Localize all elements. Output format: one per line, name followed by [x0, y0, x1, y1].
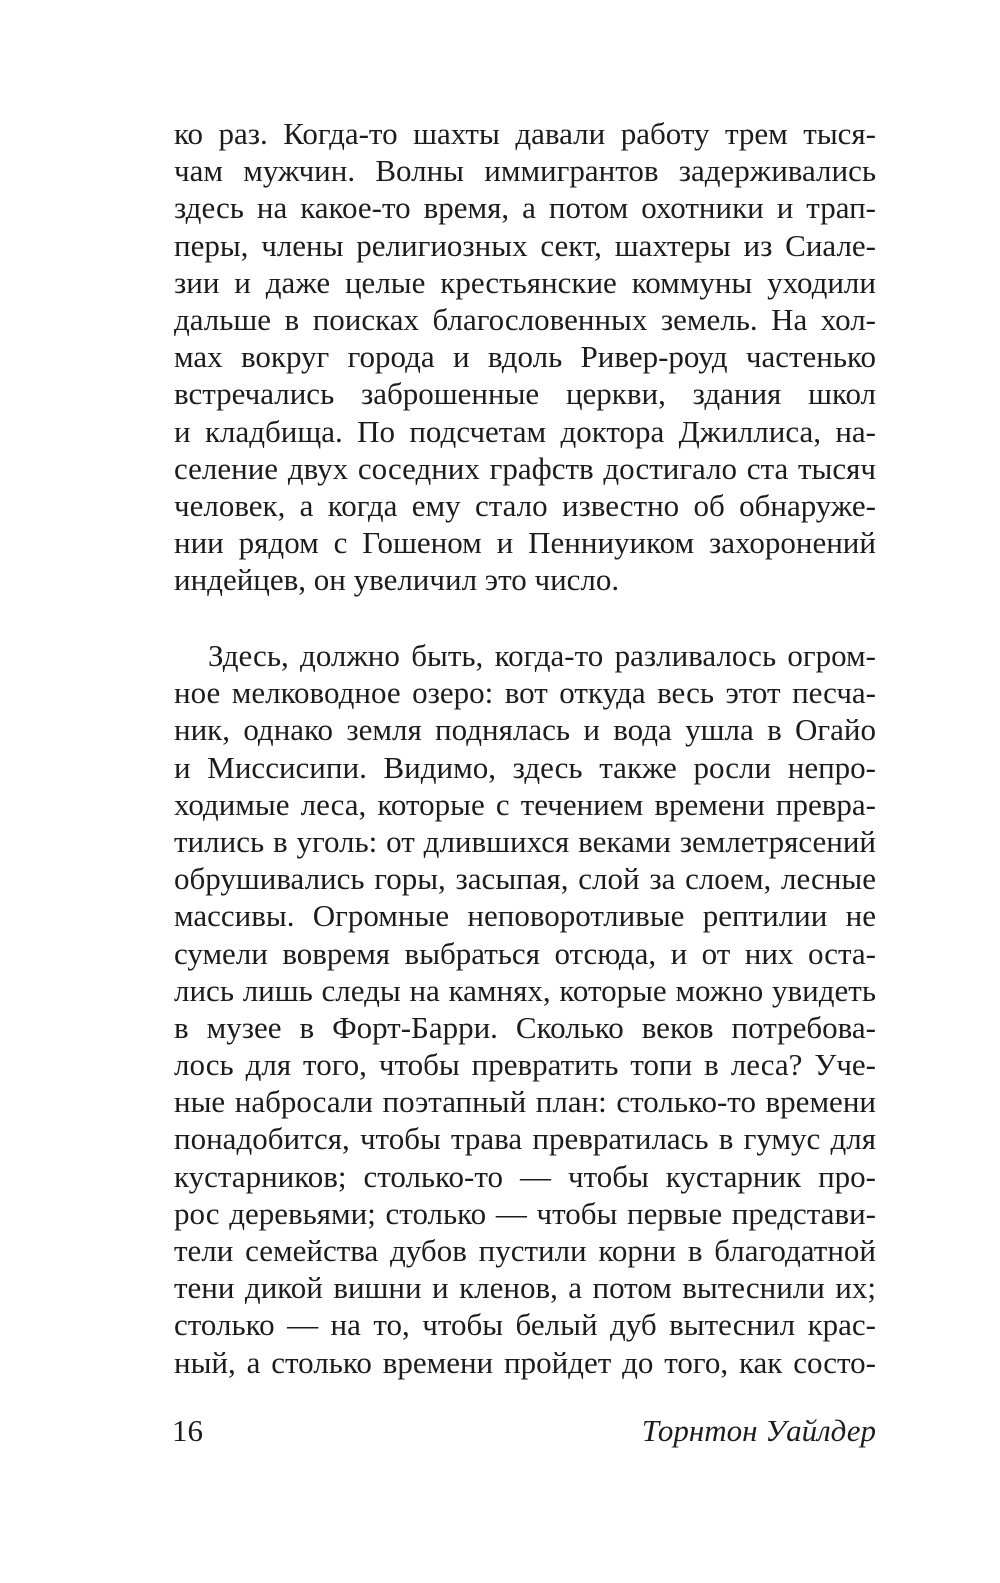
text-line: здесь на какое-то время, а потом охотники и трап-	[174, 190, 876, 226]
running-footer-author: Торнтон Уайлдер	[641, 1413, 876, 1448]
paragraph-2	[174, 637, 876, 1381]
text-line: лось для того, чтобы превратить топи в леса? Уче-	[174, 1047, 876, 1083]
text-line: рос деревьями; столько — чтобы первые представи-	[174, 1195, 876, 1231]
text-line: встречались заброшенные церкви, здания школ	[174, 376, 876, 412]
text-line: и Миссисипи. Видимо, здесь также росли непро-	[174, 749, 876, 785]
text-line: перы, члены религиозных сект, шахтеры из Сиале-	[174, 227, 876, 263]
text-line: мах вокруг города и вдоль Ривер-роуд частенько	[174, 339, 876, 375]
text-line: ходимые леса, которые с течением времени превра-	[174, 786, 876, 822]
text-line: в музее в Форт-Барри. Сколько веков потребова-	[174, 1009, 876, 1045]
paragraph-1	[174, 115, 876, 598]
text-line: сумели вовремя выбраться отсюда, и от них оста-	[174, 935, 876, 971]
text-line: ко раз. Когда-то шахты давали работу трем тыся-	[174, 116, 876, 151]
page-number: 16	[172, 1413, 203, 1448]
text-line: дальше в поисках благословенных земель. На хол-	[174, 301, 876, 337]
text-line: ные набросали поэтапный план: столько-то времени	[174, 1084, 876, 1120]
text-line: человек, а когда ему стало известно об обнаруже-	[174, 487, 876, 523]
text-line: столько — на то, чтобы белый дуб вытеснил крас-	[174, 1307, 876, 1343]
text-line: индейцев, он увеличил это число.	[174, 562, 620, 598]
text-line: тени дикой вишни и кленов, а потом вытеснили их;	[174, 1270, 876, 1306]
text-line: ник, однако земля поднялась и вода ушла в Огайо	[174, 712, 876, 748]
text-line: чам мужчин. Волны иммигрантов задерживались	[174, 153, 876, 189]
text-line: нии рядом с Гошеном и Пенниуиком захоронений	[174, 525, 876, 561]
text-line: кустарников; столько-то — чтобы кустарник про-	[174, 1158, 876, 1194]
text-line: Здесь, должно быть, когда-то разливалось огром-	[208, 638, 876, 673]
text-line: ный, а столько времени пройдет до того, как состо-	[174, 1344, 876, 1380]
text-line: лись лишь следы на камнях, которые можно увидеть	[174, 972, 876, 1008]
text-line: зии и даже целые крестьянские коммуны уходили	[174, 264, 876, 300]
text-line: обрушивались горы, засыпая, слой за слоем, лесные	[174, 861, 876, 897]
text-line: массивы. Огромные неповоротливые рептилии не	[174, 898, 876, 934]
text-line: тились в уголь: от длившихся веками землетрясений	[174, 823, 876, 859]
text-line: и кладбища. По подсчетам доктора Джиллиса, на-	[174, 413, 876, 449]
text-line: понадобится, чтобы трава превратилась в гумус для	[174, 1121, 876, 1157]
text-line: тели семейства дубов пустили корни в благодатной	[174, 1233, 876, 1268]
text-line: селение двух соседних графств достигало ста тысяч	[174, 450, 876, 486]
text-line: ное мелководное озеро: вот откуда весь этот песча-	[174, 675, 876, 711]
